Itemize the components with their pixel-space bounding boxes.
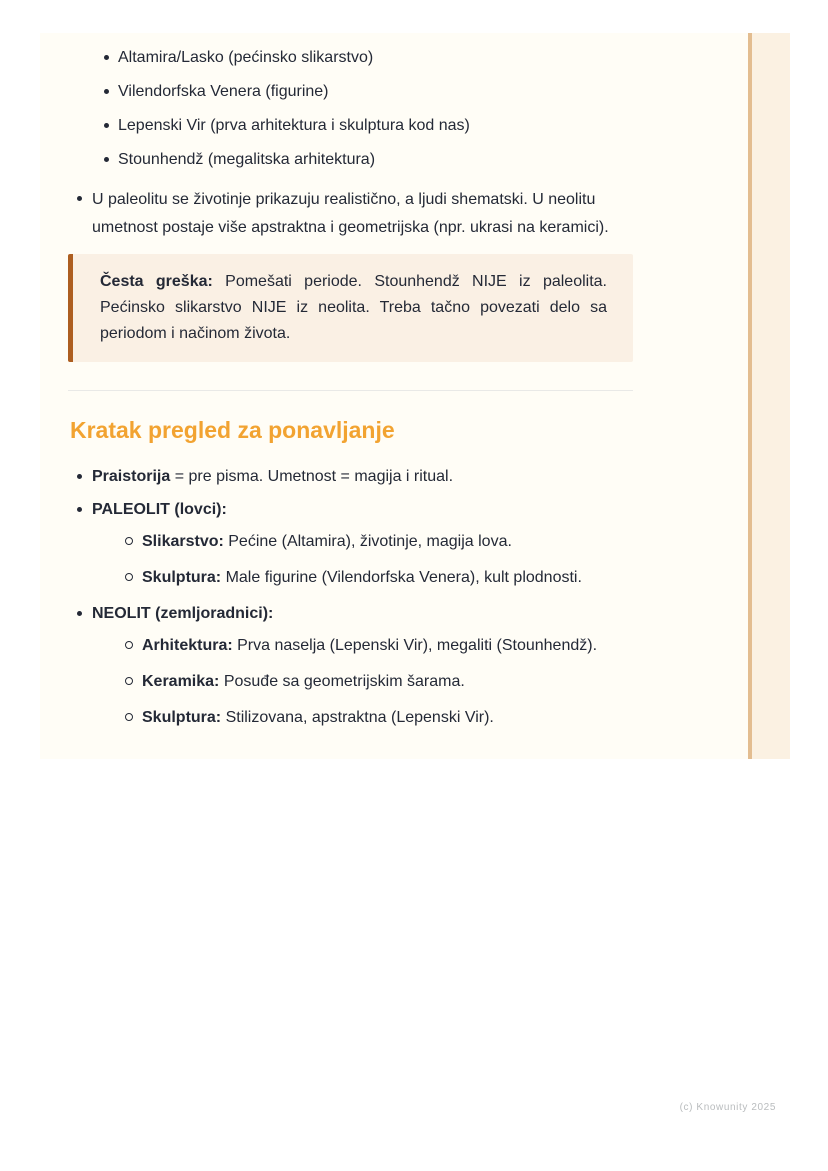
page-edge-strip <box>752 33 790 759</box>
list-item <box>68 601 633 730</box>
definition: Stilizovana, apstraktna (Lepenski Vir). <box>221 709 494 726</box>
list-item <box>68 113 633 138</box>
definition: = pre pisma. Umetnost = magija i ritual. <box>170 468 454 485</box>
list-item <box>92 633 633 658</box>
list-item-text: Altamira/Lasko (pećinsko slikarstvo) <box>118 49 374 66</box>
list-item-text: Stounhendž (megalitska arhitektura) <box>118 151 376 168</box>
paleolit-note-list <box>68 186 633 242</box>
list-item-text: U paleolitu se životinje prikazuju realistično, a ljudi shematski. U neolitu umetnost postaje više apstraktna i geometrijska (npr. ukrasi na keramici). <box>92 191 609 236</box>
definition: Posuđe sa geometrijskim šarama. <box>219 673 465 690</box>
review-heading: Kratak pregled za ponavljanje <box>70 417 395 443</box>
review-list <box>68 464 633 730</box>
list-item <box>92 705 633 730</box>
list-item <box>92 669 633 694</box>
examples-list <box>68 45 633 172</box>
callout-lead: Česta greška: <box>100 273 213 290</box>
callout-text: Pomešati periode. Stounhendž NIJE iz paleolita. Pećinsko slikarstvo NIJE iz neolita. Treba tačno povezati delo sa periodom i načinom života. <box>100 273 607 342</box>
term: Arhitektura: <box>142 637 233 654</box>
note-page-card <box>40 33 748 759</box>
list-item <box>68 186 633 242</box>
definition: Pećine (Altamira), životinje, magija lova. <box>223 533 512 550</box>
common-mistake-callout <box>68 254 633 362</box>
definition: Prva naselja (Lepenski Vir), megaliti (Stounhendž). <box>232 637 598 654</box>
list-item <box>92 529 633 554</box>
term: Praistorija <box>92 468 171 485</box>
list-item <box>68 147 633 172</box>
list-item <box>68 464 633 489</box>
term: NEOLIT (zemljoradnici): <box>92 605 274 622</box>
neolit-sublist <box>92 633 633 730</box>
paleolit-sublist <box>92 529 633 590</box>
list-item <box>68 497 633 590</box>
term: Skulptura: <box>142 569 222 586</box>
list-item <box>68 45 633 70</box>
list-item <box>92 565 633 590</box>
definition: Male figurine (Vilendorfska Venera), kult plodnosti. <box>221 569 582 586</box>
term: Skulptura: <box>142 709 222 726</box>
term: Slikarstvo: <box>142 533 224 550</box>
term: Keramika: <box>142 673 220 690</box>
list-item-text: Vilendorfska Venera (figurine) <box>118 83 329 100</box>
copyright-footer: (c) Knowunity 2025 <box>679 1102 776 1113</box>
list-item-text: Lepenski Vir (prva arhitektura i skulptura kod nas) <box>118 117 470 134</box>
section-divider <box>68 390 633 391</box>
list-item <box>68 79 633 104</box>
note-content <box>40 33 748 730</box>
term: PALEOLIT (lovci): <box>92 501 227 518</box>
